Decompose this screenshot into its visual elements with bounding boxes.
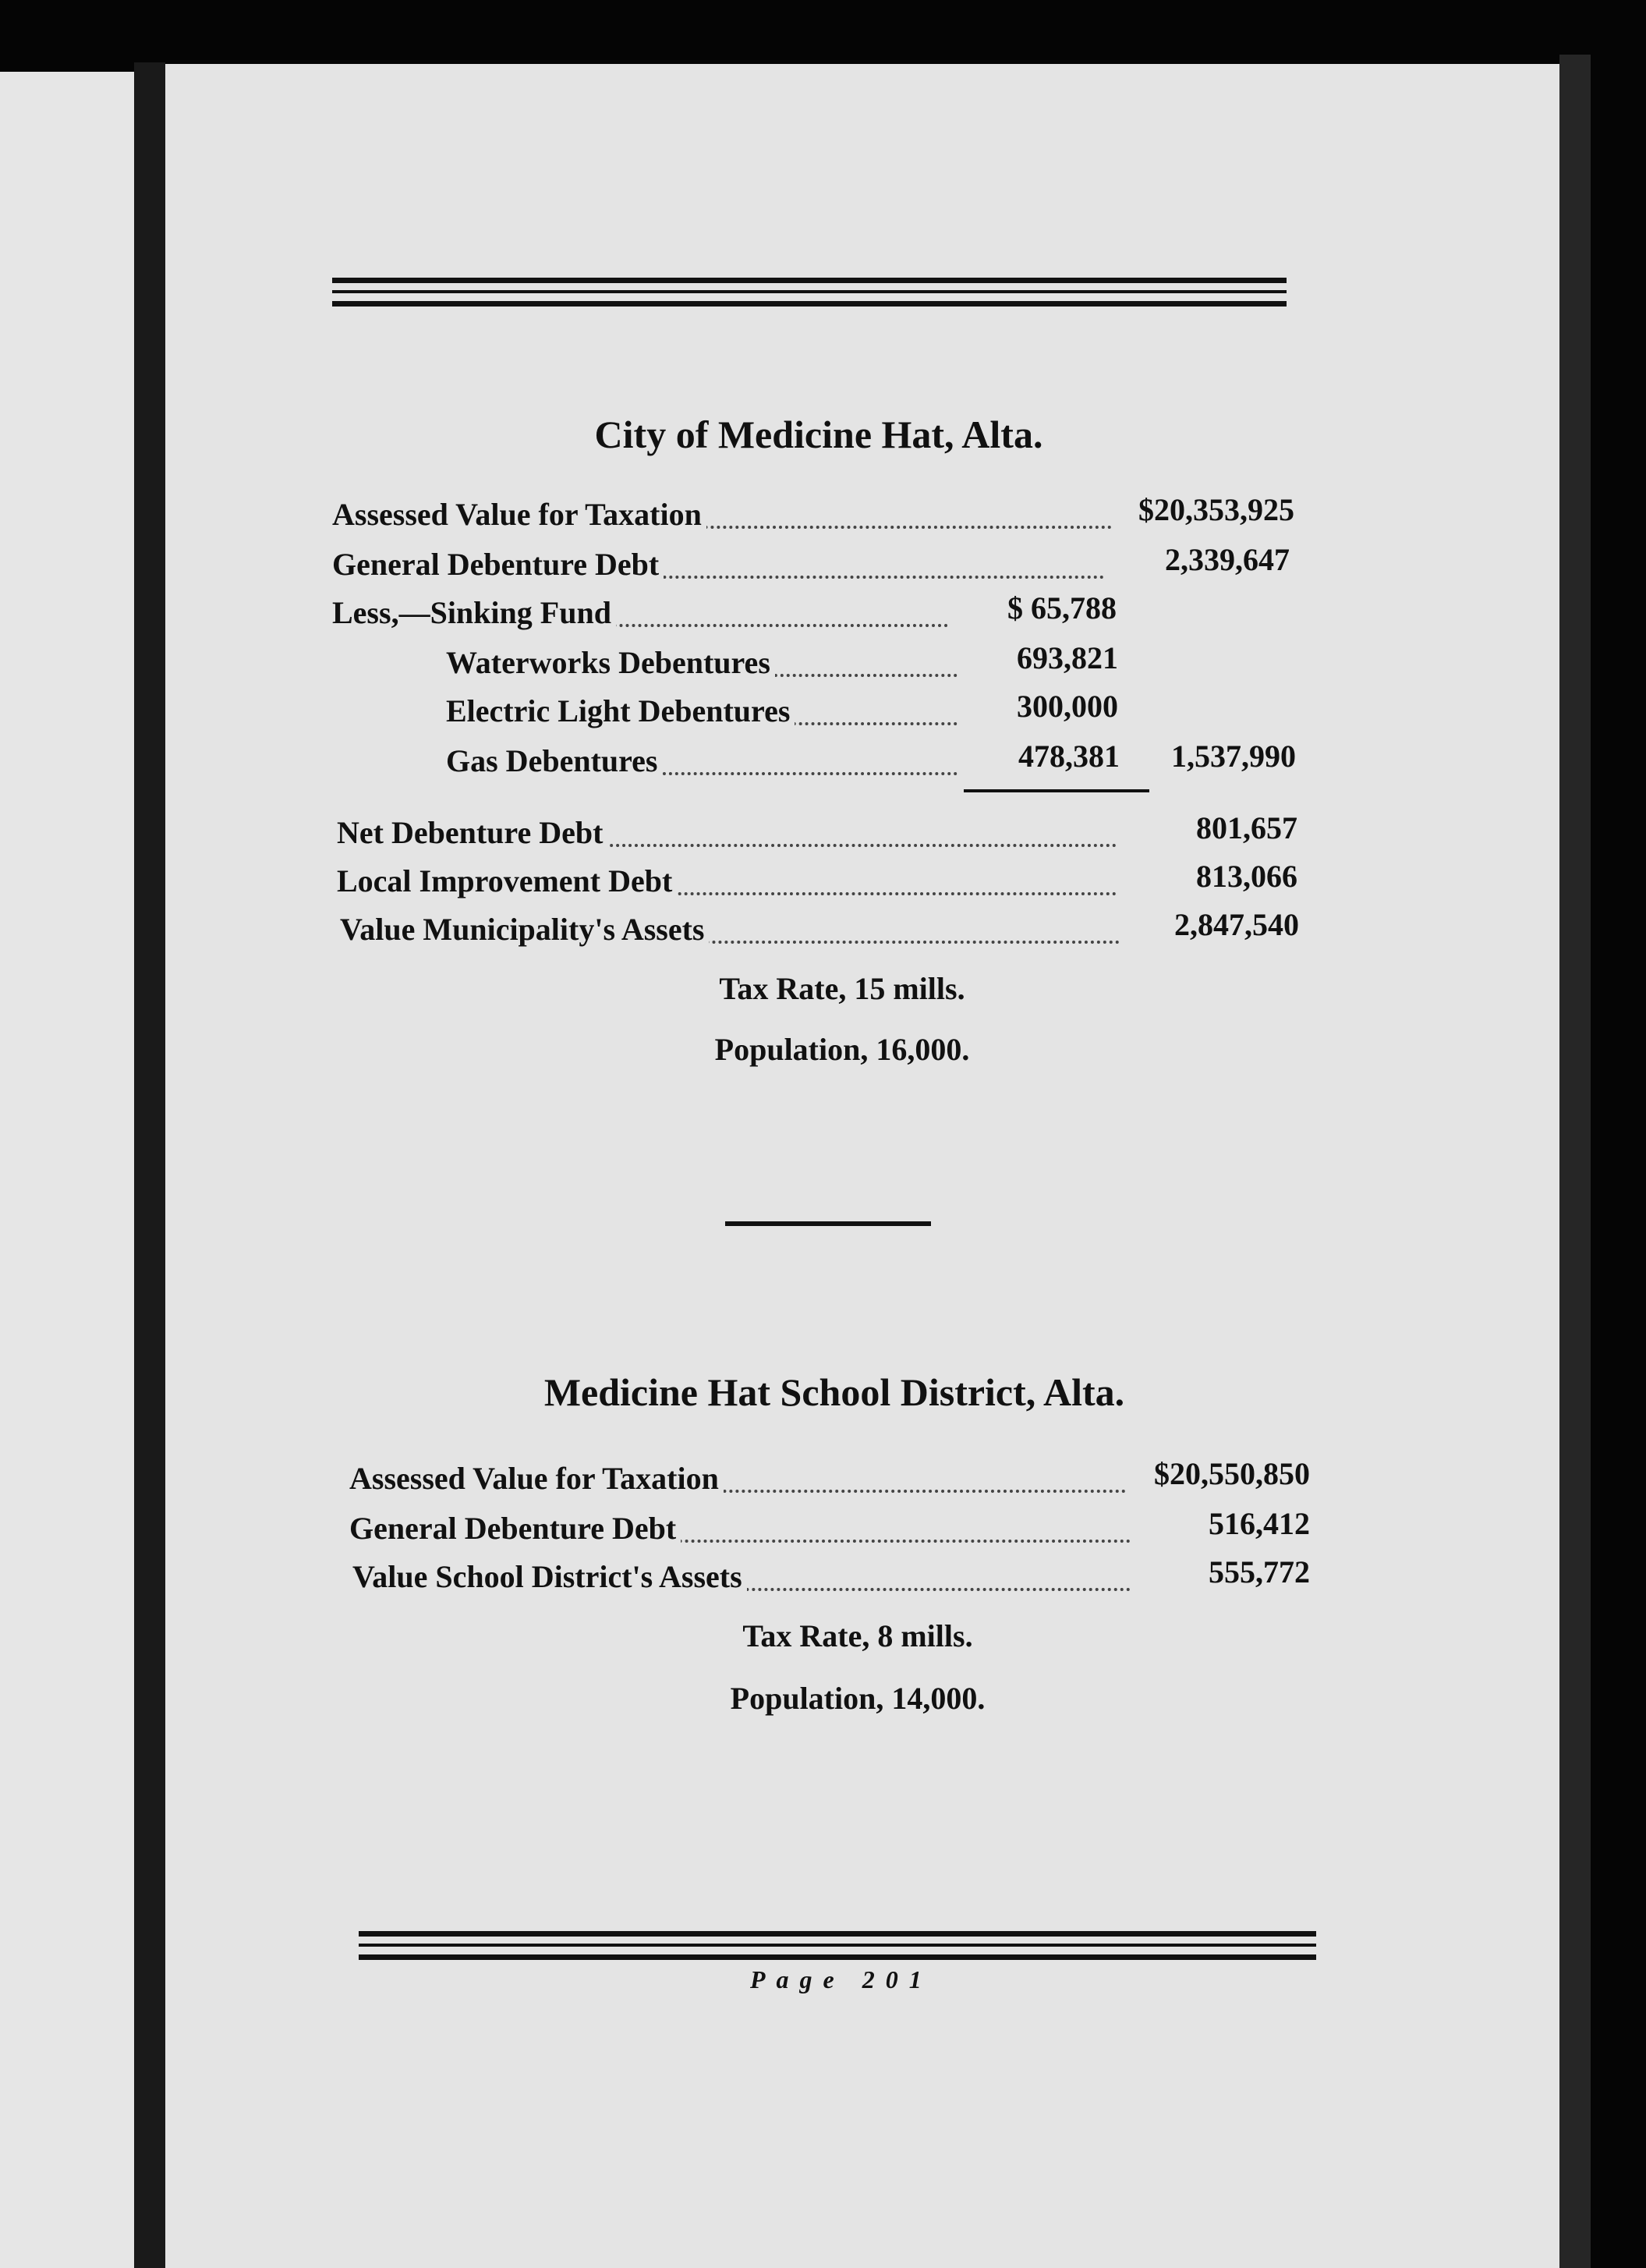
table-row — [0, 859, 1326, 906]
top-rule-thick-2 — [332, 301, 1287, 307]
row-total: 801,657 — [1196, 810, 1297, 845]
top-rule-thick — [332, 278, 1287, 283]
bottom-rule-thin — [359, 1944, 1316, 1947]
row-subamount: 300,000 — [1017, 689, 1118, 724]
row-total: $20,353,925 — [1138, 492, 1294, 527]
book-gutter — [134, 62, 165, 2268]
row-subamount: 478,381 — [1018, 739, 1120, 774]
row-total: 516,412 — [1209, 1506, 1310, 1541]
subtotal-rule — [964, 789, 1149, 792]
table-row — [0, 739, 1326, 786]
row-label: Value School District's Assets — [352, 1558, 1131, 1599]
table-row — [0, 640, 1326, 688]
table-row — [0, 542, 1326, 590]
table-row — [0, 492, 1326, 540]
row-label: Local Improvement Debt — [337, 863, 1117, 903]
page-number: Page 201 — [750, 1965, 933, 1993]
tax-rate: Tax Rate, 15 mills. — [719, 971, 965, 1006]
section-separator — [725, 1221, 931, 1226]
row-label: General Debenture Debt — [349, 1510, 1131, 1550]
row-label: Waterworks Debentures — [446, 644, 958, 685]
table-row — [0, 907, 1326, 955]
table-row — [0, 689, 1326, 736]
row-subamount: 693,821 — [1017, 640, 1118, 675]
row-label: Electric Light Debentures — [446, 693, 958, 733]
row-label: Gas Debentures — [446, 742, 958, 783]
row-total: 813,066 — [1196, 859, 1297, 894]
table-row — [0, 1506, 1326, 1554]
row-label: Value Municipality's Assets — [340, 911, 1120, 951]
page-edge-shadow — [1559, 55, 1591, 2268]
row-total: 555,772 — [1209, 1554, 1310, 1589]
population: Population, 16,000. — [714, 1032, 970, 1067]
row-label: Less,—Sinking Fund — [332, 594, 948, 635]
table-row — [0, 1456, 1326, 1504]
top-rule-thin — [332, 290, 1287, 293]
row-total: 2,847,540 — [1174, 907, 1299, 942]
facing-page-edge — [0, 72, 134, 2268]
tax-rate: Tax Rate, 8 mills. — [742, 1618, 973, 1653]
row-subamount: $ 65,788 — [1007, 590, 1117, 625]
row-label: General Debenture Debt — [332, 546, 1104, 586]
row-total: 1,537,990 — [1171, 739, 1296, 774]
table-row — [0, 810, 1326, 858]
row-label: Assessed Value for Taxation — [332, 496, 1112, 537]
page — [165, 64, 1559, 2268]
bottom-rule-thick — [359, 1931, 1316, 1937]
section-title: Medicine Hat School District, Alta. — [543, 1370, 1125, 1414]
row-total: $20,550,850 — [1154, 1456, 1310, 1491]
row-label: Assessed Value for Taxation — [349, 1460, 1126, 1501]
bottom-rule-thick-2 — [359, 1954, 1316, 1960]
section-title: City of Medicine Hat, Alta. — [594, 413, 1043, 456]
row-total: 2,339,647 — [1165, 542, 1290, 577]
row-label: Net Debenture Debt — [337, 814, 1117, 855]
population: Population, 14,000. — [730, 1681, 986, 1716]
table-row — [0, 590, 1326, 638]
table-row — [0, 1554, 1326, 1602]
